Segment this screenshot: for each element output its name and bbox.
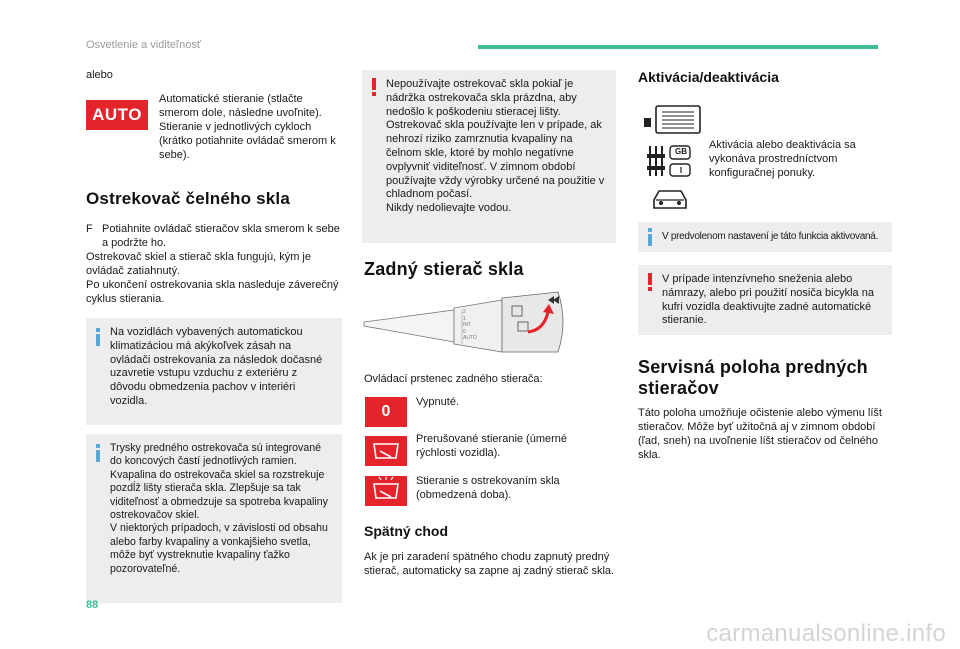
washer-heading: Ostrekovač čelného skla (86, 189, 290, 208)
activation-text: Aktivácia alebo deaktivácia sa vykonáva prostredníctvom konfiguračnej ponuky. (709, 139, 856, 179)
page-number: 88 (86, 599, 99, 611)
warning-note-washer-text: Nepoužívajte ostrekovač skla pokiaľ je nádržka ostrekovača skla prázdna, aby nedošlo k poškodeniu stieracej lišty. Ostrekovač skla používajte len v prípade, ak nehrozí riziko zamrznutia kvapaliny na čelnom skle, ktoré by mohlo negatívne ovplyvniť viditeľnosť. V zimnom období používajte vždy výrobky určené na použitie v chladnom počasí. Nikdy nedolievajte vodou. (386, 78, 605, 215)
info-note-climate (86, 318, 342, 425)
stalk-mark: 1 (463, 315, 466, 322)
info-icon (96, 328, 100, 346)
ring-caption: Ovládací prstenec zadného stierača: (364, 373, 543, 385)
section-title: Osvetlenie a viditeľnosť (86, 39, 201, 51)
warning-icon (648, 273, 652, 291)
off-position-icon: 0 (365, 397, 407, 427)
bullet-icon: F (86, 223, 93, 235)
auto-wiper-description: Automatické stieranie (stlačte smerom dole, následne uvoľnite). Stieranie v jednotlivých cykloch (krátko potiahnite ovládač smerom k sebe). (159, 93, 336, 161)
reverse-text: Ak je pri zaradení spätného chodu zapnutý predný stierač, automaticky sa zapne aj zadný stierač skla. (364, 551, 615, 577)
wash-wipe-text: Stieranie s ostrekovaním skla (obmedzená doba). (416, 475, 560, 501)
warning-note-snow (638, 265, 892, 335)
info-icon (648, 228, 652, 246)
i-label: I (679, 166, 683, 175)
auto-wiper-icon: AUTO (86, 100, 148, 130)
rear-wiper-heading: Zadný stierač skla (364, 259, 524, 279)
stalk-position-marks (463, 309, 477, 342)
washer-instruction (86, 222, 344, 306)
service-heading: Servisná poloha predných stieračov (638, 357, 868, 398)
warning-icon (372, 78, 376, 96)
watermark: carmanualsonline.info (706, 620, 946, 647)
warning-note-snow-text: V prípade intenzívneho sneženia alebo námrazy, alebo pri použití nosiča bicykla na kufri vozidla deaktivujte zadné automatické stieranie. (662, 273, 874, 327)
off-position-text: Vypnuté. (416, 396, 460, 408)
reverse-heading: Spätný chod (364, 523, 449, 539)
stalk-mark: AUTO (463, 335, 477, 341)
info-note-climate-text: Na vozidlách vybavených automatickou klimatizáciou má akýkoľvek zásah na ovládači ostrekovania za následok dočasné uzavretie vstupu vzduchu z exteriéru z dôvodu obmedzenia pachov v interiéri vozidla. (110, 326, 323, 407)
touchscreen-icon (644, 104, 702, 134)
activation-heading: Aktivácia/deaktivácia (638, 69, 779, 85)
warning-note-washer (362, 70, 616, 243)
intermittent-wipe-icon (365, 436, 407, 466)
stalk-mark: 0 (463, 328, 466, 335)
washer-bullet-text: Potiahnite ovládač stieračov skla smerom k sebe a podržte ho. (102, 223, 340, 249)
stalk-mark: 2 (463, 309, 466, 315)
alebo-text: alebo (86, 69, 113, 81)
service-text: Táto poloha umožňuje očistenie alebo výmenu líšt stieračov. Môže byť užitočná aj v zimnom období (ľad, sneh) na uvoľnenie líšt stieračov od čelného skla. (638, 407, 882, 461)
intermittent-wipe-text: Prerušované stieranie (úmerné rýchlosti vozidla). (416, 433, 568, 459)
info-note-nozzles (86, 434, 342, 603)
info-note-nozzles-text: Trysky predného ostrekovača sú integrované do koncových častí jednotlivých ramien. Kvapalina do ostrekovača skiel sa rozstrekuje pozdĺž lišty stierača skla. Zlepšuje sa tak viditeľnosť a obmedzuje sa spotreba kvapaliny ostrekovačov skiel. V niektorých prípadoch, v závislosti od obsahu alebo farby kvapaliny a vonkajšieho svetla, môže byť vystreknutie kvapaliny ťažko pozorovateľné. (110, 442, 328, 575)
info-icon (96, 444, 100, 462)
section-accent-bar (478, 45, 878, 49)
info-note-default-text: V predvolenom nastavení je táto funkcia aktivovaná. (662, 231, 878, 242)
info-note-default (638, 222, 892, 252)
stalk-mark: INT (463, 322, 472, 328)
washer-paragraph: Ostrekovač skiel a stierač skla fungujú, kým je ovládač zatiahnutý. Po ukončení ostrekovania skla nasleduje záverečný cyklus stierania. (86, 251, 339, 305)
gb-label: GB (675, 147, 687, 156)
vehicle-icon (650, 186, 690, 212)
wash-wipe-icon (365, 476, 407, 506)
